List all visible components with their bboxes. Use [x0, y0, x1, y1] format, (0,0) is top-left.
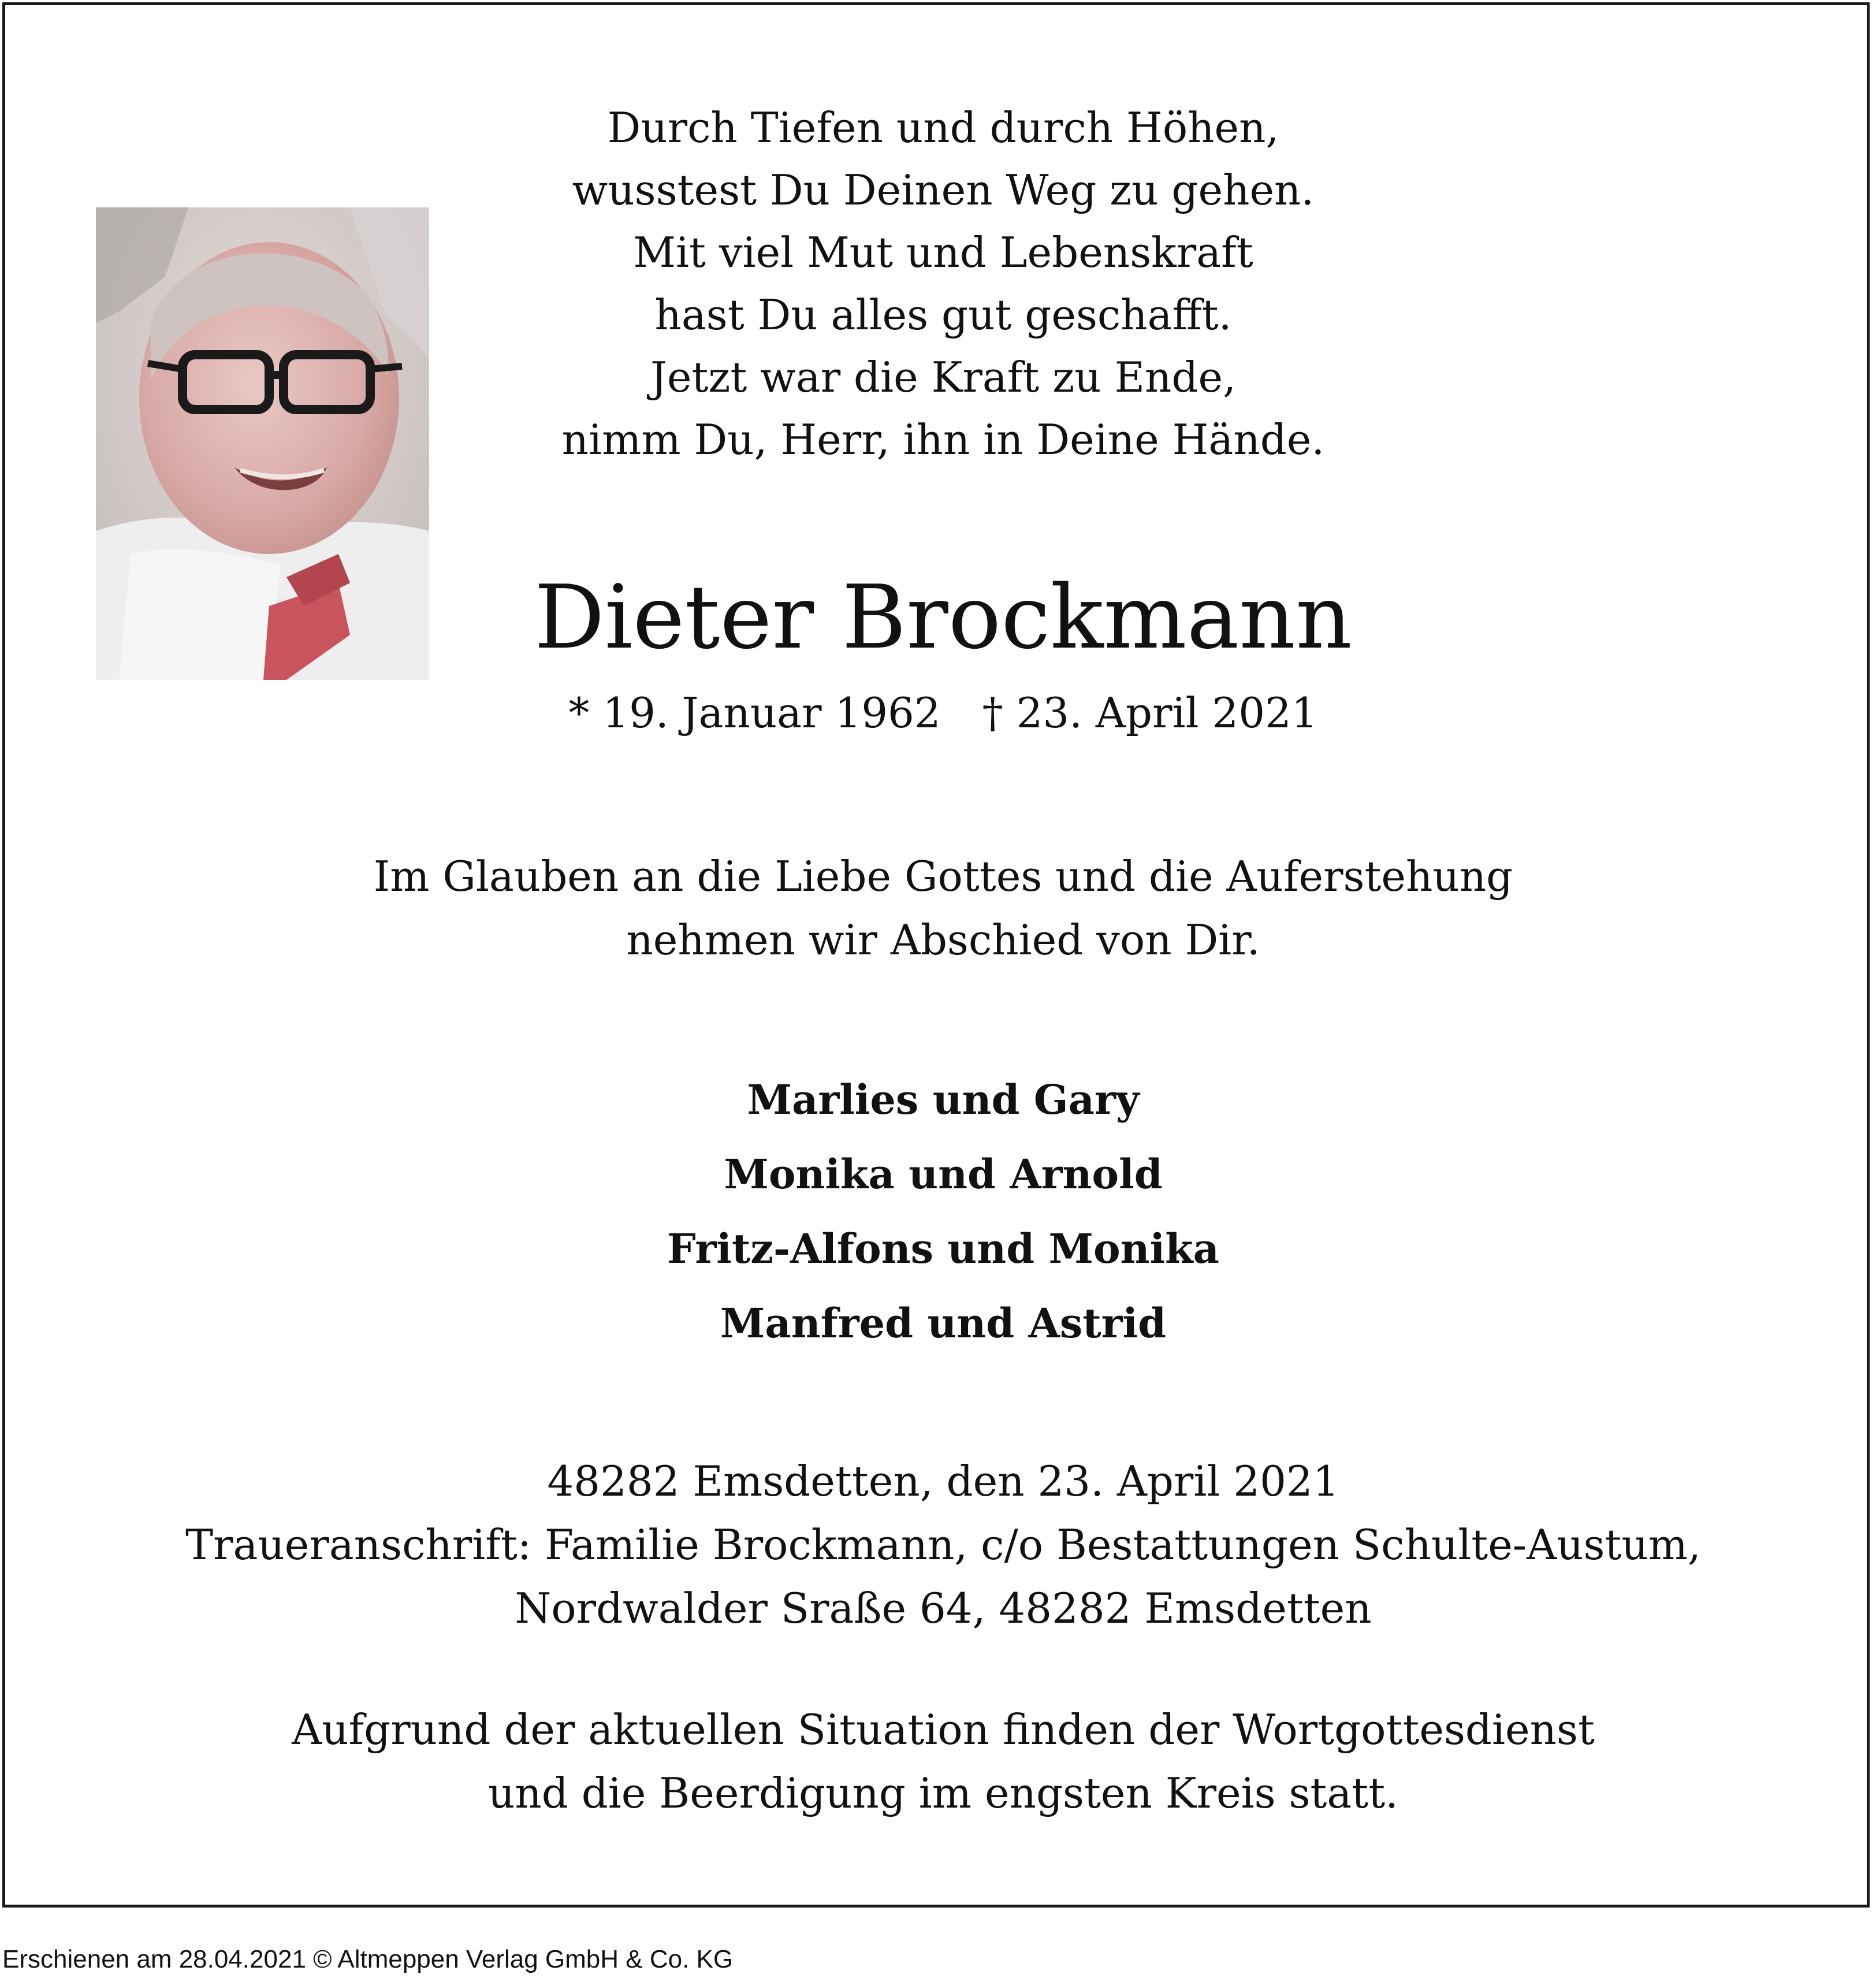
poem-line: Mit viel Mut und Lebenskraft: [633, 228, 1253, 277]
notice-line: und die Beerdigung im engsten Kreis statt.: [487, 1769, 1399, 1817]
family-list: [5, 1062, 1876, 1360]
family-member: Marlies und Gary: [747, 1076, 1140, 1124]
street-address-line: Nordwalder Sraße 64, 48282 Emsdetten: [515, 1584, 1372, 1633]
birth-date: * 19. Januar 1962: [568, 689, 941, 737]
faith-text: [5, 845, 1876, 972]
family-member: Fritz-Alfons und Monika: [667, 1225, 1220, 1273]
poem-line: Durch Tiefen und durch Höhen,: [607, 103, 1279, 152]
family-member: Manfred und Astrid: [720, 1299, 1167, 1347]
place-date-line: 48282 Emsdetten, den 23. April 2021: [547, 1457, 1339, 1505]
service-notice: [5, 1698, 1876, 1825]
faith-line: Im Glauben an die Liebe Gottes und die Auferstehung: [373, 852, 1513, 901]
family-member: Monika und Arnold: [724, 1150, 1163, 1198]
publication-footer: Erschienen am 28.04.2021 © Altmeppen Verlag GmbH & Co. KG: [2, 1945, 734, 1973]
life-dates: [178, 684, 1708, 742]
poem-line: wusstest Du Deinen Weg zu gehen.: [572, 166, 1315, 214]
poem-line: hast Du alles gut geschafft.: [654, 291, 1232, 339]
poem-line: nimm Du, Herr, ihn in Deine Hände.: [561, 415, 1325, 464]
notice-line: Aufgrund der aktuellen Situation finden der Wortgottesdienst: [292, 1705, 1595, 1754]
obituary-frame: [2, 2, 1870, 1908]
place-and-address: [5, 1449, 1876, 1640]
poem-block: [178, 96, 1708, 471]
deceased-name: Dieter Brockmann: [534, 566, 1353, 668]
faith-line: nehmen wir Abschied von Dir.: [626, 916, 1260, 964]
death-date: † 23. April 2021: [982, 689, 1318, 737]
mourning-address-line: Traueranschrift: Familie Brockmann, c/o Bestattungen Schulte-Austum,: [185, 1520, 1701, 1569]
poem-line: Jetzt war die Kraft zu Ende,: [650, 353, 1236, 401]
